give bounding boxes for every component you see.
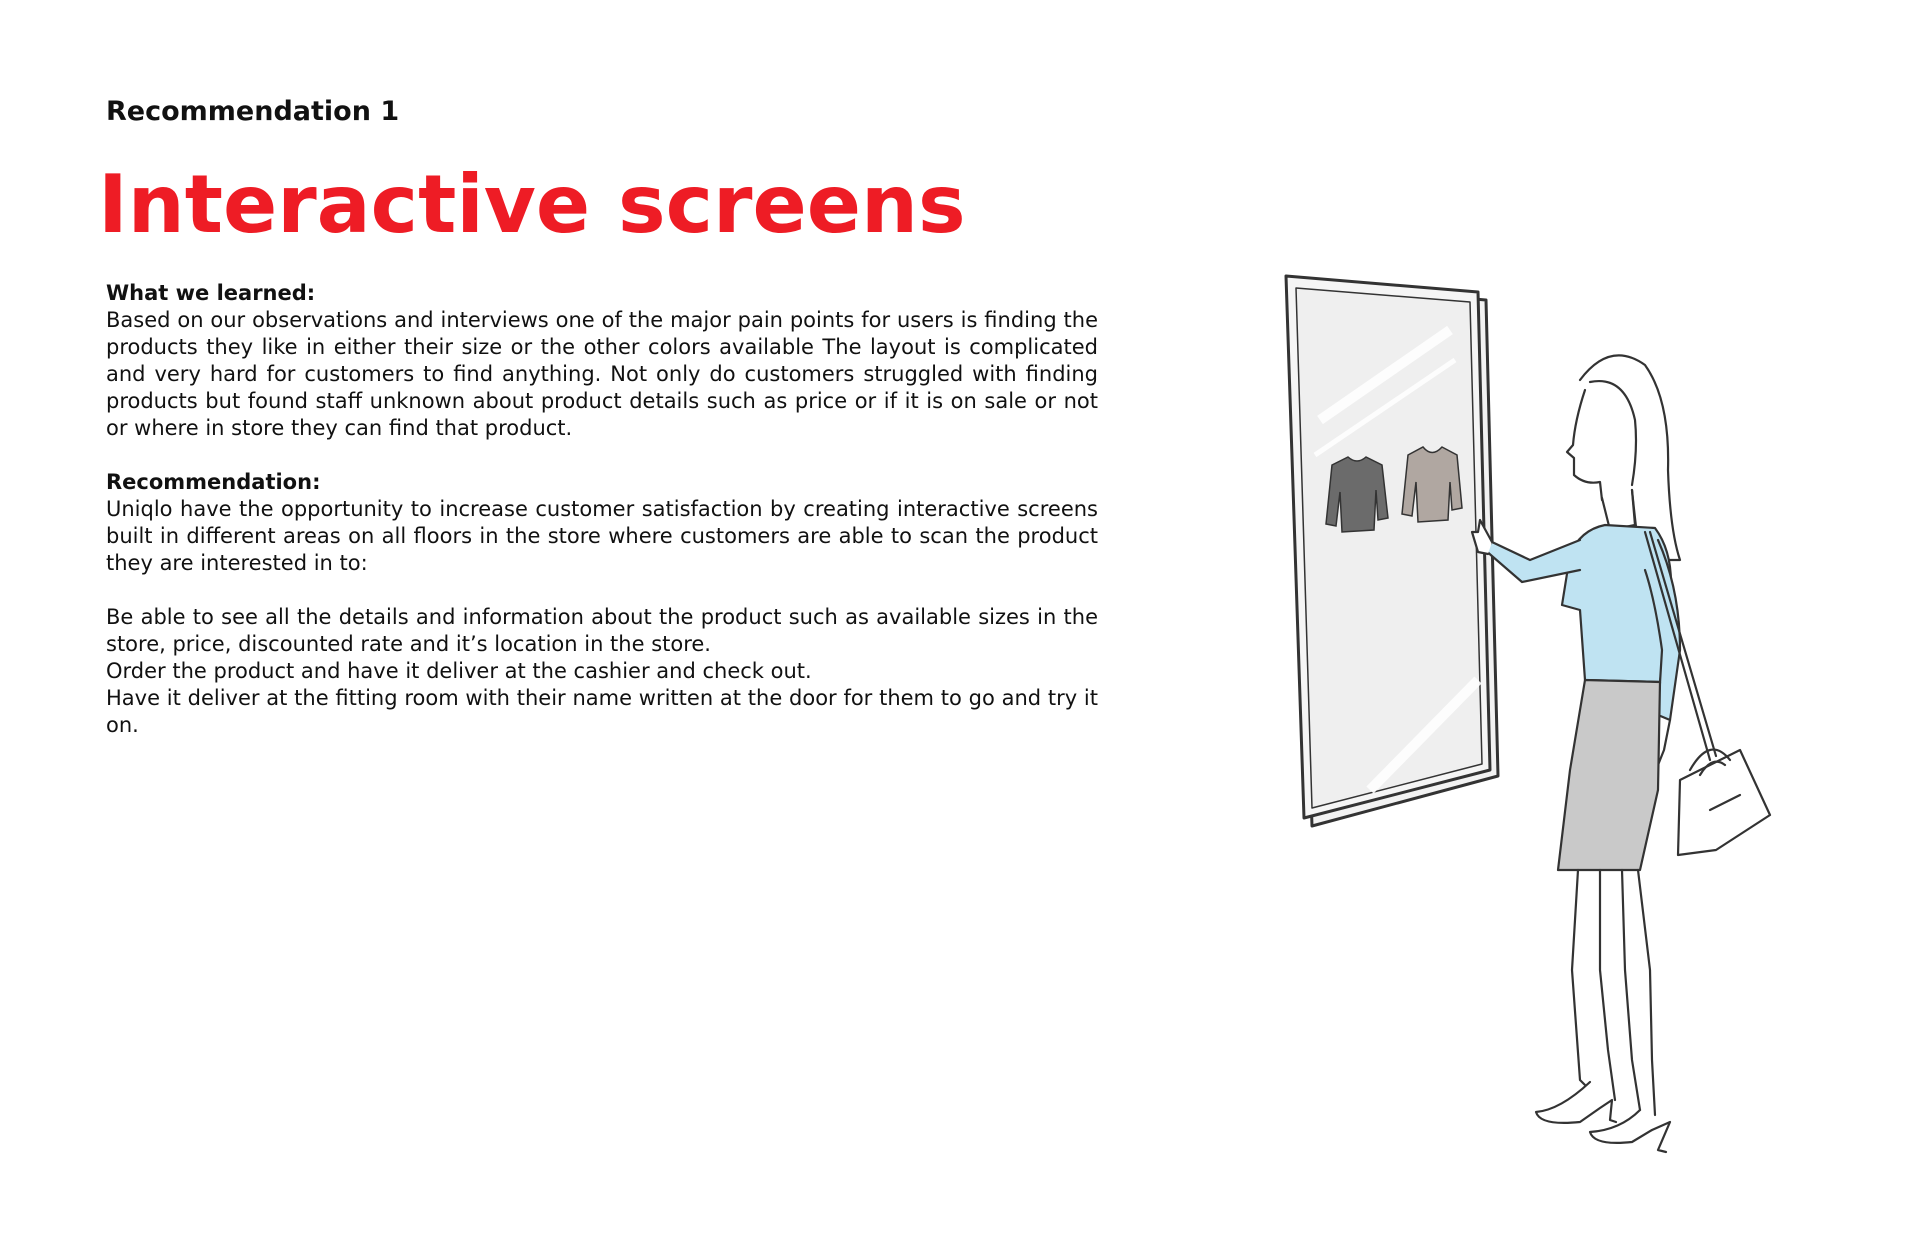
- recommendation-heading: Recommendation:: [106, 470, 321, 494]
- body-text: [106, 280, 1098, 739]
- recommendation-point: Order the product and have it deliver at the cashier and check out.: [106, 659, 812, 683]
- learned-heading: What we learned:: [106, 281, 316, 305]
- section-label: Recommendation 1: [106, 96, 400, 127]
- spacer: [106, 577, 1098, 604]
- recommendation-intro: Uniqlo have the opportunity to increase customer satisfaction by creating interactive screens built in different areas on all floors in the store where customers are able to scan the product they are interested in to:: [106, 497, 1098, 575]
- page-title: Interactive screens: [98, 158, 966, 251]
- interactive-screen: [1286, 276, 1498, 826]
- woman-figure: [1472, 355, 1770, 1152]
- recommendation-point: Have it deliver at the fitting room with their name written at the door for them to go and try it on.: [106, 686, 1098, 737]
- learned-paragraph: Based on our observations and interviews one of the major pain points for users is finding the products they like in either their size or the other colors available The layout is complicated and very hard for customers to find anything. Not only do customers struggled with finding products but found staff unknown about product details such as price or if it is on sale or not or where in store they can find that product.: [106, 308, 1098, 440]
- spacer: [106, 442, 1098, 469]
- woman-using-interactive-screen-illustration: [1240, 270, 1840, 1170]
- recommendation-point: Be able to see all the details and information about the product such as available sizes in the store, price, discounted rate and it’s location in the store.: [106, 605, 1098, 656]
